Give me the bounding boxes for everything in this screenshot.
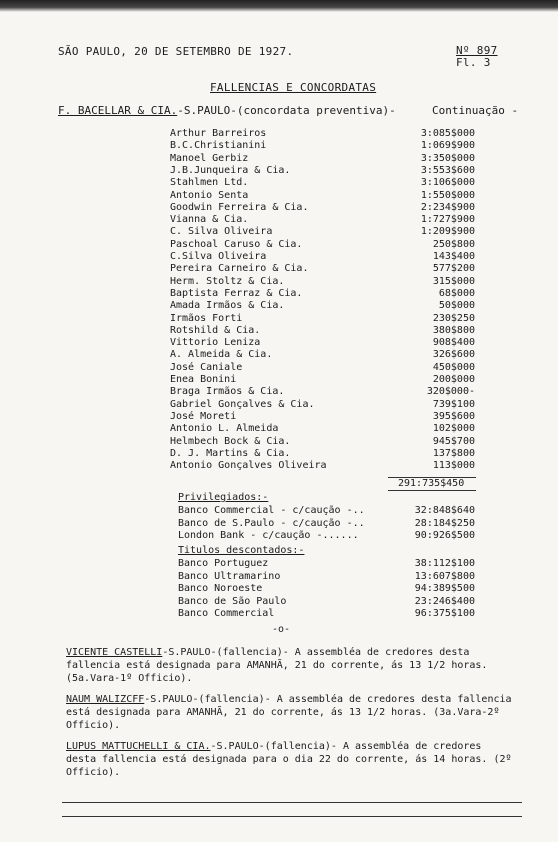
ledger-amount: 320$000- — [426, 386, 475, 398]
ledger-row — [170, 423, 475, 435]
ledger-row — [170, 349, 475, 361]
ledger-row — [170, 128, 475, 140]
ledger-name: Pereira Carneiro & Cia. — [170, 263, 309, 275]
privileged-heading: Privilegiados:- — [178, 492, 269, 503]
ledger-row — [170, 140, 475, 152]
ledger-name: London Bank - c/caução -...... — [178, 530, 359, 541]
ledger-name: Vittorio Leniza — [170, 337, 261, 349]
ledger-name: Antonio L. Almeida — [170, 423, 279, 435]
ledger-name: Banco Ultramarino — [178, 570, 281, 582]
ledger-name: C.Silva Oliveira — [170, 251, 267, 262]
ledger-amount: 28:184$250 — [414, 517, 475, 529]
ledger-row — [170, 362, 475, 374]
ledger-name: José Moreti — [170, 410, 237, 422]
creditors-total: 291:735$450 — [398, 478, 465, 489]
ledger-name: Antonio Senta — [170, 189, 249, 201]
ledger-amount: 326$600 — [432, 349, 475, 361]
ledger-amount: 143$400 — [432, 251, 475, 262]
ledger-name: Helmbech Bock & Cia. — [170, 435, 291, 447]
ledger-amount: 3:085$000 — [420, 128, 475, 139]
ledger-row — [170, 436, 475, 448]
total-rule-bottom — [388, 490, 476, 491]
ledger-name: D. J. Martins & Cia. — [170, 447, 291, 459]
ledger-row — [178, 596, 475, 608]
notice-party: LUPUS MATTUCHELLI & CIA. — [66, 741, 211, 752]
separator-mark: -o- — [272, 624, 291, 635]
ledger-amount: 2:234$900 — [420, 201, 475, 213]
ledger-name: José Caniale — [170, 361, 243, 373]
ledger-name: Goodwin Ferreira & Cia. — [170, 201, 309, 213]
footer-rule — [62, 802, 522, 803]
ledger-row — [170, 202, 475, 214]
ledger-name: Gabriel Gonçalves & Cia. — [170, 398, 315, 410]
ledger-amount: 1:727$900 — [420, 214, 475, 226]
ledger-amount: 1:069$900 — [420, 140, 475, 152]
ledger-amount: 577$200 — [432, 263, 475, 275]
ledger-name: Paschoal Caruso & Cia. — [170, 238, 303, 250]
case-title — [58, 104, 396, 117]
ledger-row — [170, 276, 475, 288]
ledger-row — [170, 288, 475, 300]
ledger-amount: 137$800 — [432, 447, 475, 459]
notice-text: -S.PAULO-(fallencia)- A assembléa de credores desta fallencia está designada para AMANHÃ, 21 do corrente, ás 13 1/2 horas. (3a.Vara-2º Officio). — [66, 694, 512, 731]
ledger-name: Amada Irmãos & Cia. — [170, 300, 285, 312]
section-title: FALLENCIAS E CONCORDATAS — [210, 81, 377, 94]
case-detail: -S.PAULO-(concordata preventiva)- — [177, 104, 396, 117]
ledger-row — [170, 300, 475, 312]
ledger-row — [170, 448, 475, 460]
ledger-amount: 450$000 — [432, 361, 475, 373]
ledger-row — [178, 558, 475, 570]
ledger-row — [170, 411, 475, 423]
footer-rule-2 — [62, 816, 522, 817]
ledger-amount: 230$250 — [432, 312, 475, 324]
ledger-name: Banco Commercial — [178, 608, 275, 619]
ledger-amount: 96:375$100 — [414, 608, 475, 619]
ledger-amount: 380$800 — [432, 324, 475, 336]
scan-top-edge — [0, 0, 558, 12]
ledger-amount: 945$700 — [432, 435, 475, 447]
case-name: F. BACELLAR & CIA. — [58, 104, 178, 117]
sheet-number: Fl. 3 — [456, 56, 491, 69]
ledger-amount: 315$000 — [432, 275, 475, 287]
ledger-name: Banco Portuguez — [178, 558, 269, 569]
ledger-name: Stahlmen Ltd. — [170, 177, 249, 189]
notice-vicente-castelli — [66, 646, 516, 685]
ledger-amount: 1:550$000 — [420, 189, 475, 201]
notice-naum-walizcff — [66, 693, 516, 732]
ledger-row — [178, 608, 475, 620]
ledger-amount: 395$600 — [432, 410, 475, 422]
ledger-name: Rotshild & Cia. — [170, 324, 261, 336]
ledger-amount: 68$000 — [438, 287, 475, 299]
ledger-amount: 739$100 — [432, 398, 475, 410]
ledger-row — [170, 190, 475, 202]
ledger-amount: 32:848$640 — [414, 505, 475, 516]
ledger-amount: 23:246$400 — [414, 595, 475, 607]
ledger-row — [178, 518, 475, 530]
ledger-row — [178, 571, 475, 583]
ledger-row — [178, 583, 475, 595]
ledger-amount: 90:926$500 — [414, 530, 475, 541]
ledger-row — [170, 153, 475, 165]
ledger-row — [170, 460, 475, 472]
ledger-row — [170, 165, 475, 177]
notice-party: VICENTE CASTELLI — [66, 647, 163, 658]
notice-party: NAUM WALIZCFF — [66, 694, 145, 705]
ledger-amount: 94:389$500 — [414, 583, 475, 594]
ledger-name: Enea Bonini — [170, 374, 237, 385]
ledger-row — [170, 263, 475, 275]
ledger-amount: 908$400 — [432, 337, 475, 349]
ledger-name: Banco Noroeste — [178, 583, 263, 594]
ledger-row — [170, 226, 475, 238]
ledger-name: C. Silva Oliveira — [170, 226, 273, 238]
ledger-amount: 3:553$600 — [420, 164, 475, 176]
ledger-name: Arthur Barreiros — [170, 128, 267, 139]
notice-lupus-mattuchelli — [66, 740, 516, 779]
notice-text: -S.PAULO-(fallencia)- A assembléa de credores desta fallencia está designada para AMANHÃ, 21 do corrente, ás 13 1/2 horas. (5a.Vara-1º Officio). — [66, 647, 488, 684]
ledger-name: Banco de São Paulo — [178, 595, 287, 607]
ledger-row — [170, 325, 475, 337]
ledger-amount: 113$000 — [432, 460, 475, 472]
ledger-amount: 250$800 — [432, 238, 475, 250]
ledger-name: A. Almeida & Cia. — [170, 349, 273, 361]
ledger-row — [170, 214, 475, 226]
ledger-name: Banco de S.Paulo - c/caução -.. — [178, 517, 365, 529]
continuation-label: Continuação - — [432, 104, 519, 117]
ledger-amount: 13:607$800 — [414, 570, 475, 582]
ledger-amount: 38:112$100 — [414, 558, 475, 569]
ledger-name: J.B.Junqueira & Cia. — [170, 164, 291, 176]
ledger-name: Manoel Gerbiz — [170, 152, 249, 164]
ledger-row — [178, 505, 475, 517]
ledger-amount: 200$000 — [432, 374, 475, 385]
ledger-amount: 102$000 — [432, 423, 475, 435]
ledger-row — [170, 239, 475, 251]
ledger-name: Baptista Ferraz & Cia. — [170, 287, 303, 299]
ledger-row — [170, 374, 475, 386]
ledger-amount: 50$000 — [438, 300, 475, 312]
bulletin-number: Nº 897 — [456, 44, 498, 57]
ledger-row — [170, 386, 475, 398]
ledger-name: Irmãos Forti — [170, 312, 243, 324]
ledger-name: B.C.Christianini — [170, 140, 267, 152]
ledger-row — [170, 337, 475, 349]
ledger-name: Banco Commercial - c/caução -.. — [178, 505, 365, 516]
ledger-row — [170, 177, 475, 189]
ledger-amount: 1:209$900 — [420, 226, 475, 238]
ledger-name: Antonio Gonçalves Oliveira — [170, 460, 327, 472]
ledger-name: Herm. Stoltz & Cia. — [170, 275, 285, 287]
discounted-heading: Titulos descontados:- — [178, 545, 305, 556]
ledger-name: Vianna & Cia. — [170, 214, 249, 226]
ledger-row — [170, 313, 475, 325]
ledger-name: Braga Irmãos & Cia. — [170, 386, 285, 398]
ledger-amount: 3:106$000 — [420, 177, 475, 189]
notice-text: -S.PAULO-(fallencia)- A assembléa de credores desta fallencia está designada para o dia 22 do corrente, ás 14 horas. (2º Officio). — [66, 741, 512, 778]
ledger-row — [178, 530, 475, 542]
dateline: SÃO PAULO, 20 DE SETEMBRO DE 1927. — [58, 45, 294, 58]
ledger-row — [170, 251, 475, 263]
ledger-amount: 3:350$000 — [420, 152, 475, 164]
ledger-row — [170, 399, 475, 411]
